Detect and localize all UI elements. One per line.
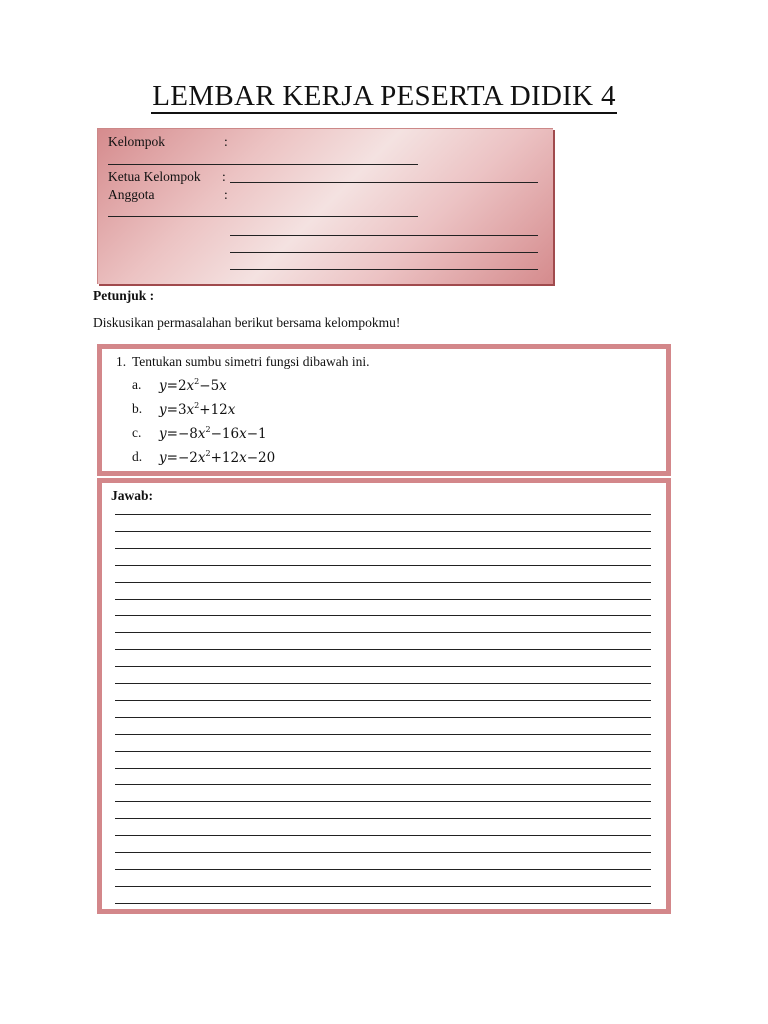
item-a-equation: $y=2x^2-5x$ (159, 377, 227, 394)
ketua-label: Ketua Kelompok (108, 169, 201, 184)
answer-line[interactable] (115, 548, 651, 549)
item-c-equation: $y=-8x^2-16x-1$ (159, 425, 267, 442)
answer-line[interactable] (115, 768, 651, 769)
item-b-letter: b. (132, 401, 143, 416)
page-title (0, 78, 768, 114)
answer-line[interactable] (115, 582, 651, 583)
ketua-colon: : (222, 169, 226, 184)
answer-line[interactable] (115, 683, 651, 684)
anggota-line-3[interactable] (230, 252, 538, 253)
instruction-text: Diskusikan permasalahan berikut bersama kelompokmu! (93, 315, 401, 330)
ketua-line[interactable] (230, 182, 538, 183)
answer-line[interactable] (115, 649, 651, 650)
kelompok-label: Kelompok (108, 134, 165, 149)
anggota-colon: : (224, 187, 228, 202)
answer-line[interactable] (115, 852, 651, 853)
answer-line[interactable] (115, 700, 651, 701)
answer-line[interactable] (115, 565, 651, 566)
answer-label: Jawab: (111, 488, 154, 503)
item-b-equation: $y=3x^2+12x$ (159, 401, 236, 418)
answer-line[interactable] (115, 751, 651, 752)
anggota-line-1[interactable] (108, 216, 418, 217)
answer-line[interactable] (115, 869, 651, 870)
answer-line[interactable] (115, 734, 651, 735)
anggota-label: Anggota (108, 187, 155, 202)
anggota-line-4[interactable] (230, 269, 538, 270)
answer-box (97, 478, 671, 914)
anggota-line-2[interactable] (230, 235, 538, 236)
item-d-letter: d. (132, 449, 143, 464)
question-number: 1. (116, 354, 127, 369)
item-c-letter: c. (132, 425, 142, 440)
answer-line[interactable] (115, 666, 651, 667)
item-d-equation: $y=-2x^2+12x-20$ (159, 449, 276, 466)
answer-line[interactable] (115, 531, 651, 532)
group-identity-box (97, 128, 553, 284)
answer-line[interactable] (115, 784, 651, 785)
petunjuk-label: Petunjuk : (93, 288, 155, 303)
answer-line[interactable] (115, 801, 651, 802)
question-text: Tentukan sumbu simetri fungsi dibawah ini. (132, 354, 370, 369)
kelompok-line[interactable] (108, 164, 418, 165)
answer-line[interactable] (115, 615, 651, 616)
answer-line[interactable] (115, 599, 651, 600)
title-text: LEMBAR KERJA PESERTA DIDIK 4 (152, 80, 616, 112)
answer-line[interactable] (115, 818, 651, 819)
kelompok-colon: : (224, 134, 228, 149)
question-box (97, 344, 671, 476)
answer-line[interactable] (115, 514, 651, 515)
answer-line[interactable] (115, 903, 651, 904)
answer-line[interactable] (115, 886, 651, 887)
item-a-letter: a. (132, 377, 142, 392)
answer-line[interactable] (115, 632, 651, 633)
answer-line[interactable] (115, 835, 651, 836)
answer-line[interactable] (115, 717, 651, 718)
